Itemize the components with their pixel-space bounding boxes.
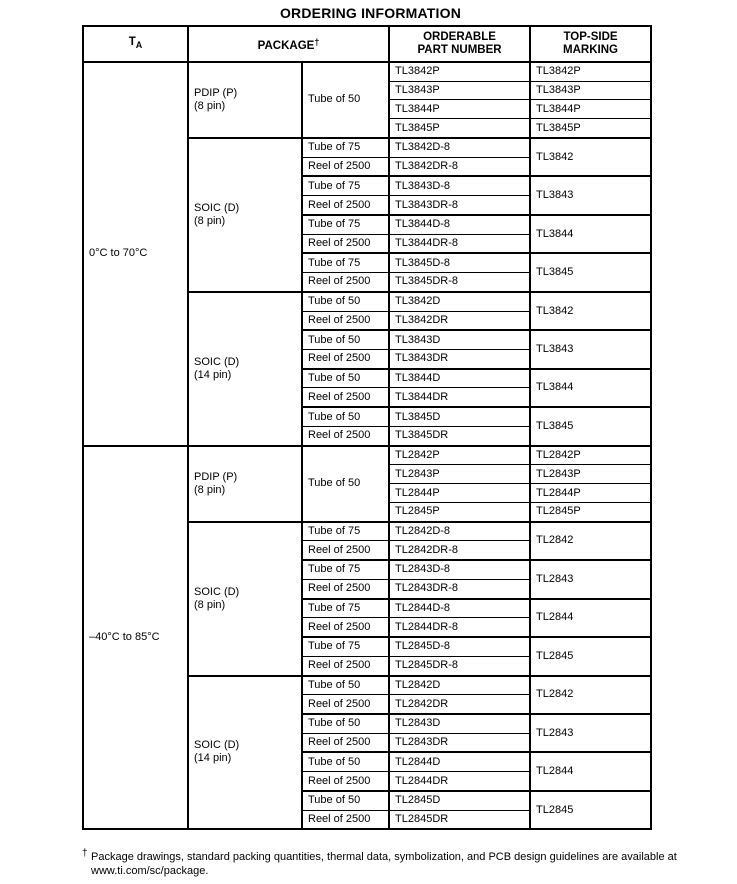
top-side-marking: TL2844 (530, 599, 651, 637)
package-pin-count: (8 pin) (194, 214, 226, 227)
orderable-part-number: TL2842D-8 (389, 522, 530, 541)
orderable-part-number: TL2843DR (389, 733, 530, 752)
top-side-marking: TL2842 (530, 522, 651, 560)
package-pin-count: (14 pin) (194, 752, 232, 765)
packing-quantity-cell: Reel of 2500 (302, 311, 389, 330)
orderable-part-number: TL2845P (389, 502, 530, 521)
orderable-part-number: TL3845D-8 (389, 253, 530, 272)
packing-quantity-cell: Tube of 75 (302, 215, 389, 234)
orderable-part-number: TL3844DR-8 (389, 234, 530, 253)
orderable-part-number: TL2844D-8 (389, 599, 530, 618)
packing-quantity-cell: Reel of 2500 (302, 388, 389, 407)
orderable-part-number: TL2845D (389, 791, 530, 810)
orderable-part-number: TL2842DR-8 (389, 541, 530, 560)
table-row (83, 62, 651, 81)
orderable-part-number: TL2844DR (389, 772, 530, 791)
orderable-part-number: TL2842D (389, 676, 530, 695)
package-name: PDIP (P) (194, 86, 238, 99)
top-side-marking: TL3843 (530, 176, 651, 214)
orderable-part-number: TL2842P (389, 446, 530, 465)
top-side-marking: TL2845 (530, 637, 651, 675)
packing-quantity-cell: Tube of 50 (302, 791, 389, 810)
orderable-part-number: TL3843P (389, 81, 530, 100)
footnote-dagger: † (82, 848, 88, 859)
top-side-marking: TL2845 (530, 791, 651, 829)
package-name: SOIC (D) (194, 201, 240, 214)
orderable-part-number: TL2843D (389, 714, 530, 733)
orderable-part-number: TL3843DR-8 (389, 196, 530, 215)
packing-quantity-cell: Reel of 2500 (302, 579, 389, 598)
top-side-marking: TL2843P (530, 465, 651, 484)
packing-quantity-cell: Tube of 50 (302, 330, 389, 349)
packing-quantity-cell: Tube of 75 (302, 637, 389, 656)
packing-quantity-cell: Tube of 75 (302, 138, 389, 157)
header-mark-line1: TOP-SIDE (563, 31, 618, 43)
packing-quantity-cell: Tube of 75 (302, 176, 389, 195)
temperature-range-cell: 0°C to 70°C (83, 62, 188, 446)
packing-quantity-cell: Tube of 75 (302, 253, 389, 272)
top-side-marking: TL3844 (530, 215, 651, 253)
packing-quantity-cell: Reel of 2500 (302, 426, 389, 445)
package-pin-count: (8 pin) (194, 598, 226, 611)
packing-quantity-cell: Reel of 2500 (302, 350, 389, 369)
ordering-information-table (82, 25, 652, 830)
packing-quantity-cell: Reel of 2500 (302, 157, 389, 176)
top-side-marking: TL3844 (530, 369, 651, 407)
orderable-part-number: TL3843DR (389, 350, 530, 369)
package-cell (188, 292, 302, 446)
orderable-part-number: TL2844D (389, 752, 530, 771)
orderable-part-number: TL3842D-8 (389, 138, 530, 157)
package-cell (188, 676, 302, 830)
top-side-marking: TL2844P (530, 484, 651, 503)
packing-quantity-cell: Tube of 75 (302, 599, 389, 618)
top-side-marking: TL3843 (530, 330, 651, 368)
header-part-line1: ORDERABLE (423, 31, 496, 43)
top-side-marking: TL2843 (530, 560, 651, 598)
top-side-marking: TL3845P (530, 119, 651, 138)
top-side-marking: TL3842 (530, 138, 651, 176)
package-pin-count: (8 pin) (194, 483, 226, 496)
top-side-marking: TL3843P (530, 81, 651, 100)
orderable-part-number: TL2842DR (389, 695, 530, 714)
package-cell (188, 522, 302, 676)
footnote-text: Package drawings, standard packing quantities, thermal data, symbolization, and PCB design guidelines are available at www.ti.com/sc/package. (91, 851, 677, 877)
packing-quantity-cell: Tube of 50 (302, 407, 389, 426)
orderable-part-number: TL3844DR (389, 388, 530, 407)
orderable-part-number: TL2843P (389, 465, 530, 484)
header-top-side-marking (530, 26, 651, 62)
orderable-part-number: TL2844P (389, 484, 530, 503)
top-side-marking: TL3842 (530, 292, 651, 330)
packing-quantity-cell: Reel of 2500 (302, 733, 389, 752)
packing-quantity-cell: Tube of 50 (302, 752, 389, 771)
packing-quantity-cell: Reel of 2500 (302, 541, 389, 560)
top-side-marking: TL2843 (530, 714, 651, 752)
packing-quantity-cell: Reel of 2500 (302, 656, 389, 675)
orderable-part-number: TL2845D-8 (389, 637, 530, 656)
packing-quantity-cell: Tube of 50 (302, 292, 389, 311)
header-package (188, 26, 389, 62)
orderable-part-number: TL3843D-8 (389, 176, 530, 195)
orderable-part-number: TL3845DR-8 (389, 273, 530, 292)
packing-quantity-cell: Tube of 50 (302, 446, 389, 522)
orderable-part-number: TL3845P (389, 119, 530, 138)
orderable-part-number: TL2845DR (389, 810, 530, 829)
orderable-part-number: TL3844D (389, 369, 530, 388)
packing-quantity-cell: Tube of 75 (302, 560, 389, 579)
header-mark-line2: MARKING (563, 44, 618, 56)
packing-quantity-cell: Tube of 50 (302, 676, 389, 695)
orderable-part-number: TL2843DR-8 (389, 579, 530, 598)
orderable-part-number: TL3843D (389, 330, 530, 349)
package-name: SOIC (D) (194, 585, 240, 598)
header-package-dagger: † (314, 36, 320, 47)
top-side-marking: TL3845 (530, 407, 651, 445)
orderable-part-number: TL2843D-8 (389, 560, 530, 579)
header-ta-label: T (128, 36, 136, 48)
package-cell (188, 138, 302, 292)
header-part-line2: PART NUMBER (417, 44, 502, 56)
orderable-part-number: TL3842DR-8 (389, 157, 530, 176)
header-temperature (83, 26, 188, 62)
orderable-part-number: TL3845D (389, 407, 530, 426)
orderable-part-number: TL3844D-8 (389, 215, 530, 234)
orderable-part-number: TL2844DR-8 (389, 618, 530, 637)
orderable-part-number: TL3842D (389, 292, 530, 311)
packing-quantity-cell: Reel of 2500 (302, 810, 389, 829)
package-pin-count: (8 pin) (194, 99, 226, 112)
package-cell (188, 62, 302, 138)
top-side-marking: TL3845 (530, 253, 651, 291)
package-name: PDIP (P) (194, 470, 238, 483)
packing-quantity-cell: Tube of 75 (302, 522, 389, 541)
header-row (83, 26, 651, 62)
top-side-marking: TL2842P (530, 446, 651, 465)
package-name: SOIC (D) (194, 739, 240, 752)
header-part-number (389, 26, 530, 62)
top-side-marking: TL2844 (530, 752, 651, 790)
footnote (82, 850, 682, 878)
orderable-part-number: TL3842DR (389, 311, 530, 330)
top-side-marking: TL3844P (530, 100, 651, 119)
header-package-label: PACKAGE (257, 39, 315, 52)
orderable-part-number: TL3842P (389, 62, 530, 81)
packing-quantity-cell: Tube of 50 (302, 369, 389, 388)
package-cell (188, 446, 302, 522)
packing-quantity-cell: Reel of 2500 (302, 234, 389, 253)
packing-quantity-cell: Tube of 50 (302, 62, 389, 138)
table-title: ORDERING INFORMATION (279, 5, 462, 21)
temperature-range-cell: –40°C to 85°C (83, 446, 188, 830)
orderable-part-number: TL3844P (389, 100, 530, 119)
top-side-marking: TL2845P (530, 502, 651, 521)
header-ta-subscript: A (135, 40, 143, 50)
orderable-part-number: TL3845DR (389, 426, 530, 445)
package-name: SOIC (D) (194, 355, 240, 368)
package-pin-count: (14 pin) (194, 368, 232, 381)
top-side-marking: TL3842P (530, 62, 651, 81)
packing-quantity-cell: Reel of 2500 (302, 618, 389, 637)
orderable-part-number: TL2845DR-8 (389, 656, 530, 675)
table-body (83, 62, 651, 829)
top-side-marking: TL2842 (530, 676, 651, 714)
packing-quantity-cell: Reel of 2500 (302, 772, 389, 791)
table-row (83, 446, 651, 465)
packing-quantity-cell: Reel of 2500 (302, 273, 389, 292)
packing-quantity-cell: Reel of 2500 (302, 695, 389, 714)
packing-quantity-cell: Reel of 2500 (302, 196, 389, 215)
packing-quantity-cell: Tube of 50 (302, 714, 389, 733)
